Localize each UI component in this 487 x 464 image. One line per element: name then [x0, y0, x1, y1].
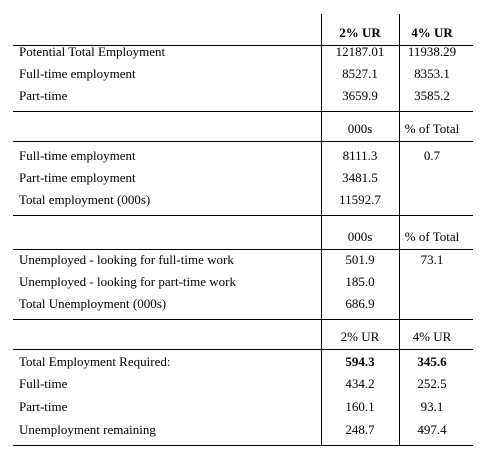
- value-cell: 497.4: [417, 422, 447, 437]
- header-cell: 000s: [347, 229, 373, 244]
- section-4-header-rule: [13, 349, 473, 350]
- row-label: Full-time: [19, 376, 68, 391]
- table-row: [13, 189, 473, 211]
- value-cell: 252.5: [417, 376, 447, 391]
- value-cell: 160.1: [345, 399, 375, 414]
- value-cell: 686.9: [345, 296, 375, 311]
- row-label: Total Employment Required:: [19, 354, 171, 369]
- section-4-header: [13, 326, 473, 348]
- employment-table: [13, 14, 473, 452]
- column-separator: [321, 14, 322, 446]
- table-row: [13, 249, 473, 271]
- column-separator: [399, 14, 400, 446]
- value-cell: 594.3: [345, 354, 375, 369]
- value-cell: 93.1: [420, 399, 444, 414]
- row-label: Potential Total Employment: [19, 44, 166, 59]
- table-row: [13, 41, 473, 63]
- value-cell: 434.2: [345, 376, 375, 391]
- header-cell: 4% UR: [412, 329, 452, 344]
- section-2-header-rule: [13, 141, 473, 142]
- row-label: Part-time: [19, 88, 68, 103]
- table-row: [13, 419, 473, 441]
- value-cell: 3659.9: [342, 88, 378, 103]
- row-label: Part-time employment: [19, 170, 136, 185]
- value-cell: 3585.2: [414, 88, 450, 103]
- table-row: [13, 63, 473, 85]
- header-cell: 2% UR: [339, 25, 381, 40]
- value-cell: 8111.3: [342, 148, 378, 163]
- table-row: [13, 293, 473, 315]
- table-row: [13, 396, 473, 418]
- value-cell: 73.1: [420, 252, 444, 267]
- row-label: Total employment (000s): [19, 192, 151, 207]
- value-cell: 345.6: [417, 354, 447, 369]
- row-label: Full-time employment: [19, 148, 136, 163]
- value-cell: 12187.01: [335, 44, 385, 59]
- row-label: Unemployment remaining: [19, 422, 156, 437]
- row-label: Total Unemployment (000s): [19, 296, 167, 311]
- value-cell: 185.0: [345, 274, 375, 289]
- value-cell: 11592.7: [339, 192, 381, 207]
- value-cell: 501.9: [345, 252, 375, 267]
- value-cell: 3481.5: [342, 170, 378, 185]
- section-3-header: [13, 226, 473, 248]
- section-3-bottom-rule: [13, 319, 473, 320]
- row-label: Unemployed - looking for part-time work: [19, 274, 236, 289]
- table-row: [13, 351, 473, 373]
- table-row: [13, 85, 473, 107]
- row-label: Unemployed - looking for full-time work: [19, 252, 234, 267]
- value-cell: 11938.29: [407, 44, 457, 59]
- value-cell: 0.7: [423, 148, 441, 163]
- value-cell: 8353.1: [414, 66, 450, 81]
- header-cell: 000s: [347, 121, 373, 136]
- row-label: Full-time employment: [19, 66, 136, 81]
- header-cell: 2% UR: [340, 329, 380, 344]
- value-cell: 8527.1: [342, 66, 378, 81]
- table-row: [13, 145, 473, 167]
- row-label: Part-time: [19, 399, 68, 414]
- table-row: [13, 271, 473, 293]
- section-2-header: [13, 118, 473, 140]
- section-2-bottom-rule: [13, 215, 473, 216]
- section-1-bottom-rule: [13, 111, 473, 112]
- header-cell: % of Total: [404, 121, 460, 136]
- table-bottom-rule: [13, 445, 473, 446]
- table-row: [13, 167, 473, 189]
- table-row: [13, 373, 473, 395]
- value-cell: 248.7: [345, 422, 375, 437]
- header-cell: % of Total: [404, 229, 460, 244]
- header-cell: 4% UR: [411, 25, 453, 40]
